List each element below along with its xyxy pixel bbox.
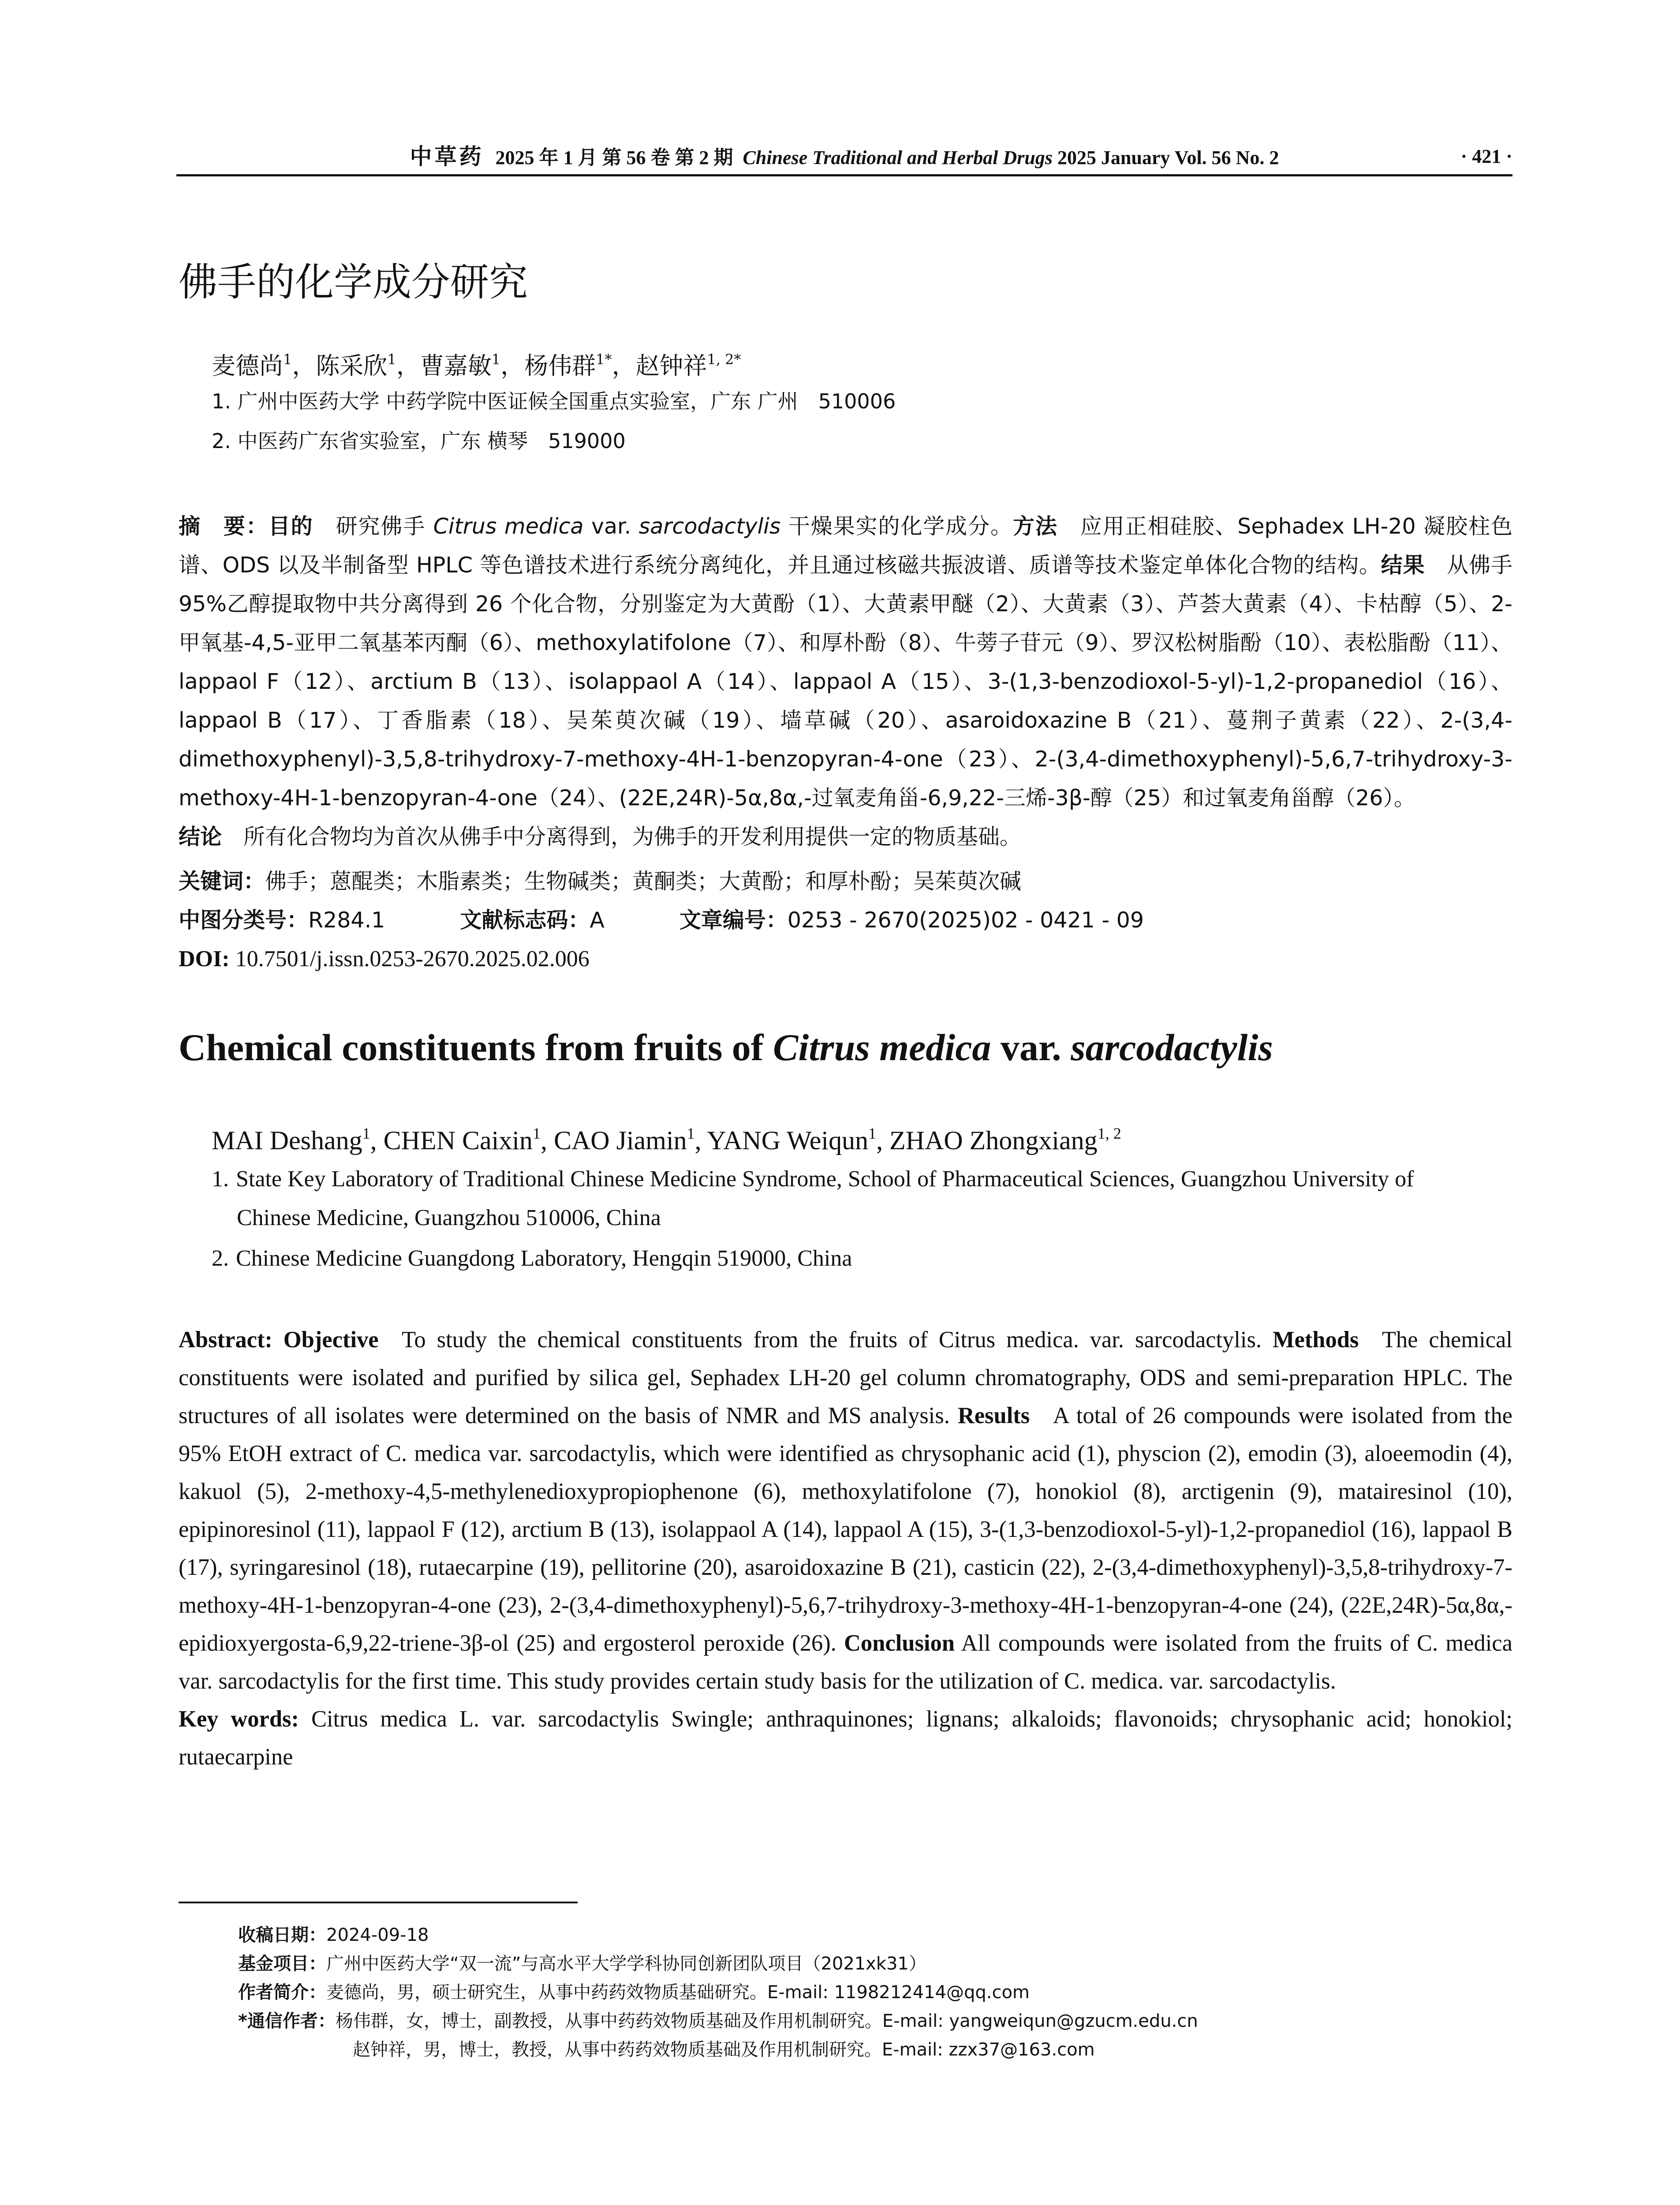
author-name: MAI Deshang xyxy=(212,1126,362,1155)
author-name: CAO Jiamin xyxy=(553,1126,687,1155)
keywords-label-en: Key words: xyxy=(179,1706,299,1732)
title-en-var: var. xyxy=(991,1026,1071,1069)
classification-line xyxy=(179,901,1144,940)
keywords-text-en: Citrus medica L. var. sarcodactylis Swingle; anthraquinones; lignans; alkaloids; flavonoids; chrysophanic acid; honokiol; rutaecarpine xyxy=(179,1706,1512,1770)
affiliation-cn-2: 2. 中医药广东省实验室，广东 横琴 519000 xyxy=(212,429,626,453)
journal-name-cn: 中草药 xyxy=(410,144,484,169)
affiliation-text: Chinese Medicine Guangdong Laboratory, Hengqin 519000, China xyxy=(236,1246,852,1271)
doc-code-value: A xyxy=(590,908,605,933)
clc-value: R284.1 xyxy=(308,908,385,933)
received-date: 2024-09-18 xyxy=(326,1925,429,1945)
results-label: 结果 xyxy=(1381,553,1425,578)
fund-text: 广州中医药大学“双一流”与高水平大学学科协同创新团队项目（2021xk31） xyxy=(326,1954,926,1974)
doi-line xyxy=(179,940,590,979)
author-affiliation-mark: 1 xyxy=(868,1125,877,1142)
author-name: 麦德尚 xyxy=(212,352,283,380)
page-number: · 421 · xyxy=(1460,146,1512,167)
footnote-received xyxy=(238,1921,429,1950)
title-en-epithet: sarcodactylis xyxy=(1071,1026,1273,1069)
author-name: 赵钟祥 xyxy=(635,352,707,380)
affiliation-en-1 xyxy=(212,1160,1512,1237)
objective-label: 目的 xyxy=(268,514,314,539)
abstract-cn xyxy=(179,507,1512,856)
conclusion-text: 所有化合物均为首次从佛手中分离得到，为佛手的开发利用提供一定的物质基础。 xyxy=(243,824,1022,849)
objective-text-end: 干燥果实的化学成分。 xyxy=(780,514,1013,539)
running-header xyxy=(176,143,1512,176)
footnote-bio xyxy=(238,1978,1030,2007)
author-affiliation-mark: 1 xyxy=(362,1125,370,1142)
doc-code-label: 文献标志码： xyxy=(460,908,590,933)
author-affiliation-mark: 1, 2 xyxy=(1097,1125,1121,1142)
methods-text: 应用正相硅胶、Sephadex LH-20 凝胶柱色谱、ODS 以及半制备型 HPLC 等色谱技术进行系统分离纯化，并且通过核磁共振波谱、质谱等技术鉴定单体化合物的结构。 xyxy=(179,514,1512,578)
doi-value: 10.7501/j.issn.0253-2670.2025.02.006 xyxy=(235,946,590,972)
results-label-en: Results xyxy=(957,1403,1030,1428)
issue-en: 2025 January Vol. 56 No. 2 xyxy=(1057,147,1279,168)
author-affiliation-mark: 1 xyxy=(387,351,396,368)
author-affiliation-mark: 1 xyxy=(687,1125,695,1142)
article-number-label: 文章编号： xyxy=(679,908,788,933)
affiliation-number: 2. xyxy=(212,1246,229,1271)
objective-text: 研究佛手 xyxy=(335,514,433,539)
corresponding-author-2: 赵钟祥，男，博士，教授，从事中药药效物质基础及作用机制研究。E-mail: zzx37@163.com xyxy=(353,2040,1095,2060)
received-label: 收稿日期： xyxy=(238,1925,326,1945)
footnote-corresponding-2 xyxy=(353,2035,1095,2064)
journal-name-en: Chinese Traditional and Herbal Drugs xyxy=(743,147,1053,168)
doi-label: DOI: xyxy=(179,946,230,972)
corresponding-author-1: 杨伟群，女，博士，副教授，从事中药药效物质基础及作用机制研究。E-mail: yangweiqun@gzucm.edu.cn xyxy=(335,2011,1198,2031)
affiliation-cn-1: 1. 广州中医药大学 中药学院中医证候全国重点实验室，广东 广州 510006 xyxy=(212,389,896,413)
article-title-cn: 佛手的化学成分研究 xyxy=(179,259,528,305)
article-number-value: 0253 - 2670(2025)02 - 0421 - 09 xyxy=(787,908,1144,933)
author-name: 陈采欣 xyxy=(316,352,388,380)
author-name: 杨伟群 xyxy=(524,352,596,380)
conclusion-label: 结论 xyxy=(179,824,222,849)
author-name: 曹嘉敏 xyxy=(420,352,492,380)
corresponding-label: *通信作者： xyxy=(238,2011,336,2031)
keywords-cn xyxy=(179,862,1021,901)
affiliation-text-cont: Chinese Medicine, Guangzhou 510006, China xyxy=(237,1205,661,1230)
results-text: 从佛手 95%乙醇提取物中共分离得到 26 个化合物，分别鉴定为大黄酚（1）、大黄素甲醚（2）、大黄素（3）、芦荟大黄素（4）、卡枯醇（5）、2-甲氧基-4,5-亚甲二氧基苯丙酮（6）、methoxylatifolone（7）、和厚朴酚（8）、牛蒡子苷元（9）、罗汉松树脂酚（10）、表松脂酚（11）、lappaol F（12）、arctium B（13）、isolappaol A（14）、lappaol A（15）、3-(1,3-benzodioxol-5-yl)-1,2-propanediol（16）、lappaol B（17）、丁香脂素（18）、吴茱萸次碱（19）、墙草碱（20）、asaroidoxazine B（21）、蔓荆子黄素（22）、2-(3,4-dimethoxyphenyl)-3,5,8-trihydroxy-7-methoxy-4H-1-benzopyran-4-one（23）、2-(3,4-dimethoxyphenyl)-5,6,7-trihydroxy-3-methoxy-4H-1-benzopyran-4-one（24）、(22E,24R)-5α,8α,-过氧麦角甾-6,9,22-三烯-3β-醇（25）和过氧麦角甾醇（26）。 xyxy=(179,553,1512,811)
author-list-en: MAI Deshang$^1$, CHEN Caixin$^1$, CAO Jiamin$^1$, YANG Weiqun$^1$, ZHAO Zhongxiang$^{1, 2}$ xyxy=(212,1125,1121,1155)
abstract-en xyxy=(179,1321,1512,1776)
methods-text-en: The chemical constituents were isolated and purified by silica gel, Sephadex LH-20 gel column chromatography, ODS and semi-preparation HPLC. The structures of all isolates were determined on the basis of NMR and MS analysis. xyxy=(179,1327,1512,1428)
bio-text: 麦德尚，男，硕士研究生，从事中药药效物质基础研究。E-mail: 1198212414@qq.com xyxy=(326,1982,1030,2003)
bio-label: 作者简介： xyxy=(238,1982,326,2003)
abstract-label: 摘 要： xyxy=(179,514,269,539)
author-affiliation-mark: 1 xyxy=(491,351,501,368)
methods-label: 方法 xyxy=(1013,514,1058,539)
keywords-label: 关键词： xyxy=(179,869,265,894)
title-en-species: Citrus medica xyxy=(773,1026,991,1069)
objective-text-en: To study the chemical constituents from the fruits of Citrus medica. var. sarcodactylis. xyxy=(402,1327,1262,1353)
running-header-title xyxy=(176,143,1512,171)
keywords-text: 佛手；蒽醌类；木脂素类；生物碱类；黄酮类；大黄酚；和厚朴酚；吴茱萸次碱 xyxy=(265,869,1022,894)
author-affiliation-mark: 1 xyxy=(283,351,292,368)
author-name: ZHAO Zhongxiang xyxy=(889,1126,1098,1155)
species-epithet: sarcodactylis xyxy=(638,514,781,539)
conclusion-label-en: Conclusion xyxy=(844,1630,955,1656)
author-affiliation-mark: 1* xyxy=(596,351,612,368)
fund-label: 基金项目： xyxy=(238,1954,326,1974)
clc-label: 中图分类号： xyxy=(179,908,309,933)
title-en-text: Chemical constituents from fruits of xyxy=(179,1026,773,1069)
species-name: Citrus medica xyxy=(433,514,584,539)
footnote-divider xyxy=(179,1902,578,1903)
author-affiliation-mark: 1, 2* xyxy=(707,351,741,368)
author-affiliation-mark: 1 xyxy=(532,1125,541,1142)
footnote-fund xyxy=(238,1949,926,1978)
conclusion-text-en: All compounds were isolated from the fruits of C. medica var. sarcodactylis for the first time. This study provides certain study basis for the utilization of C. medica. var. sarcodactylis. xyxy=(179,1630,1513,1694)
footnote-corresponding xyxy=(238,2007,1198,2036)
objective-label-en: Abstract: Objective xyxy=(179,1327,379,1353)
author-name: CHEN Caixin xyxy=(383,1126,533,1155)
author-list-cn: 麦德尚$^1$，陈采欣$^1$，曹嘉敏$^1$，杨伟群$^{1*}$，赵钟祥$^{1, 2*}$ xyxy=(212,351,741,380)
var-text: var. xyxy=(583,514,639,539)
affiliation-text: State Key Laboratory of Traditional Chinese Medicine Syndrome, School of Pharmaceutical Sciences, Guangzhou University of xyxy=(236,1166,1414,1192)
affiliation-number: 1. xyxy=(212,1166,229,1192)
author-name: YANG Weiqun xyxy=(707,1126,869,1155)
methods-label-en: Methods xyxy=(1273,1327,1359,1353)
issue-cn: 2025 年 1 月 第 56 卷 第 2 期 xyxy=(495,147,733,168)
article-title-en xyxy=(179,1021,1273,1074)
affiliation-en-2 xyxy=(212,1239,1512,1278)
results-text-en: A total of 26 compounds were isolated from the 95% EtOH extract of C. medica var. sarcodactylis, which were identified as chrysophanic acid (1), physcion (2), emodin (3), aloeemodin (4), kakuol (5), 2-methoxy-4,5-methylenedioxypropiophenone (6), methoxylatifolone (7), honokiol (8), arctigenin (9), matairesinol (10), epipinoresinol (11), lappaol F (12), arctium B (13), isolappaol A (14), lappaol A (15), 3-(1,3-benzodioxol-5-yl)-1,2-propanediol (16), lappaol B (17), syringaresinol (18), rutaecarpine (19), pellitorine (20), asaroidoxazine B (21), casticin (22), 2-(3,4-dimethoxyphenyl)-3,5,8-trihydroxy-7-methoxy-4H-1-benzopyran-4-one (23), 2-(3,4-dimethoxyphenyl)-5,6,7-trihydroxy-3-methoxy-4H-1-benzopyran-4-one (24), (22E,24R)-5α,8α,-epidioxyergosta-6,9,22-triene-3β-ol (25) and ergosterol peroxide (26). xyxy=(179,1403,1512,1656)
